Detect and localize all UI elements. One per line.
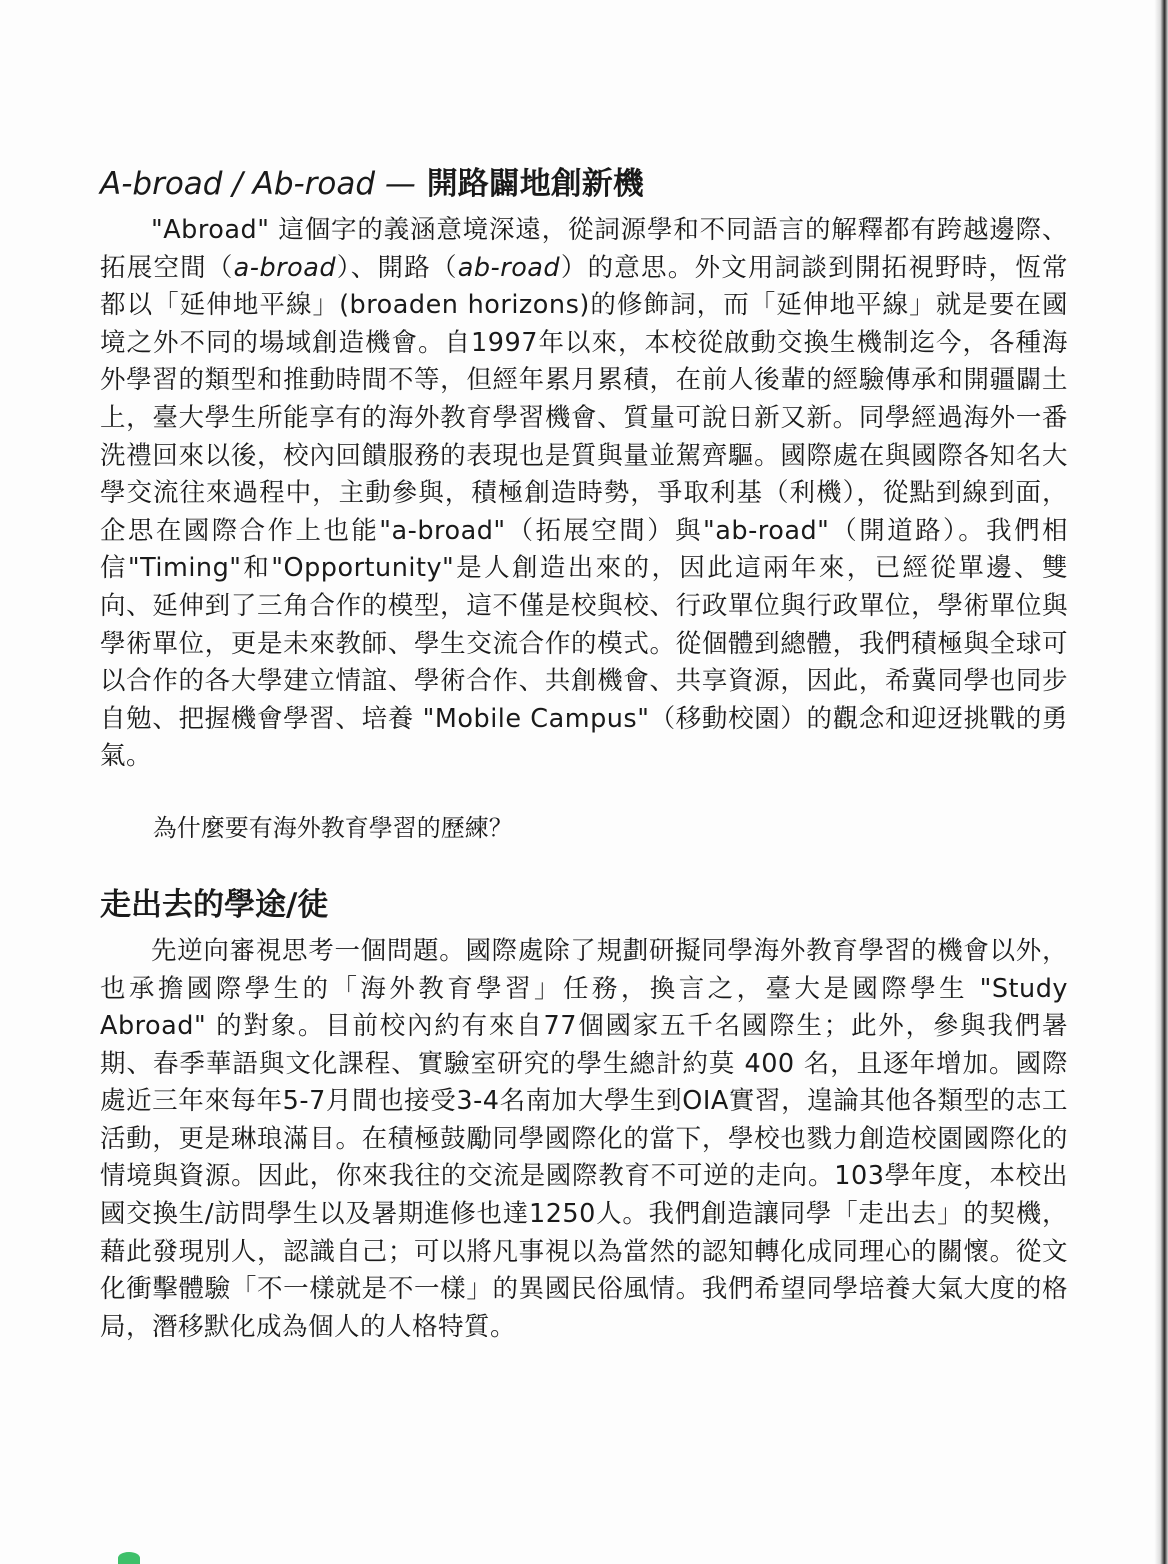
text-run: ）的意思。外文用詞談到開拓視野時，恆常都以「延伸地平線」(broaden horizons)的修飾詞，而「延伸地平線」就是要在國境之外不同的場域創造機會。自1997年以來，本校從啟動交換生機制迄今，各種海外學習的類型和推動時間不等，但經年累月累積，在前人後輩的經驗傳承和開疆闢土上，臺大學生所能享有的海外教育學習機會、質量可說日新又新。同學經過海外一番洗禮回來以後，校內回饋服務的表現也是質與量並駕齊驅。國際處在與國際各知名大學交流往來過程中，主動參與，積極創造時勢，爭取利基（利機），從點到線到面，企思在國際合作上也能"a-broad"（拓展空間）與"ab-road"（開道路）。我們相信"Timing"和"Opportunity"是人創造出來的，因此這兩年來，已經從單邊、雙向、延伸到了三角合作的模型，這不僅是校與校、行政單位與行政單位，學術單位與學術單位，更是未來教師、學生交流合作的模式。從個體到總體，我們積極與全球可以合作的各大學建立情誼、學術合作、共創機會、共享資源，因此，希冀同學也同步自勉、把握機會學習、培養 "Mobile Campus"（移動校園）的觀念和迎迓挑戰的勇氣。 <box>100 252 1068 772</box>
section-title-going-out: 走出去的學途/徒 <box>100 886 329 923</box>
page-edge-shadow <box>1154 0 1168 1564</box>
text-run-italic: ab-road <box>457 252 561 283</box>
paragraph-abroad <box>100 212 1068 776</box>
question-block <box>100 810 1068 847</box>
text-run-italic: a-broad <box>233 252 337 283</box>
paragraph-going-out: 先逆向審視思考一個問題。國際處除了規劃研擬同學海外教育學習的機會以外，也承擔國際學生的「海外教育學習」任務，換言之，臺大是國際學生 "Study Abroad" 的對象。目前校內約有來自77個國家五千名國際生；此外，參與我們暑期、春季華語與文化課程、實驗室研究的學生總計約莫 400 名，且逐年增加。國際處近三年來每年5-7月間也接受3-4名南加大學生到OIA實習，遑論其他各類型的志工活動，更是琳琅滿目。在積極鼓勵同學國際化的當下，學校也戮力創造校園國際化的情境與資源。因此，你來我往的交流是國際教育不可逆的走向。103學年度，本校出國交換生/訪問學生以及暑期進修也達1250人。我們創造讓同學「走出去」的契機，藉此發現別人，認識自己；可以將凡事視以為當然的認知轉化成同理心的關懷。從文化衝擊體驗「不一樣就是不一樣」的異國民俗風情。我們希望同學培養大氣大度的格局，潛移默化成為個人的人格特質。 <box>100 935 1068 1342</box>
question-text: 為什麼要有海外教育學習的歷練？ <box>152 813 513 842</box>
document-content <box>100 150 1068 1346</box>
section-title-latin: A-broad / Ab-road — <box>100 166 416 202</box>
page-corner-mark <box>118 1552 140 1564</box>
section-title-chinese: 開路闢地創新機 <box>415 166 644 202</box>
text-run: "Abroad" 這個字的義涵意境深遠，從詞源學和不同語言的解釋都有跨越邊際、拓展空間（ <box>100 215 1068 283</box>
section-title-abroad <box>100 156 1068 212</box>
text-run: ）、開路（ <box>336 252 458 283</box>
